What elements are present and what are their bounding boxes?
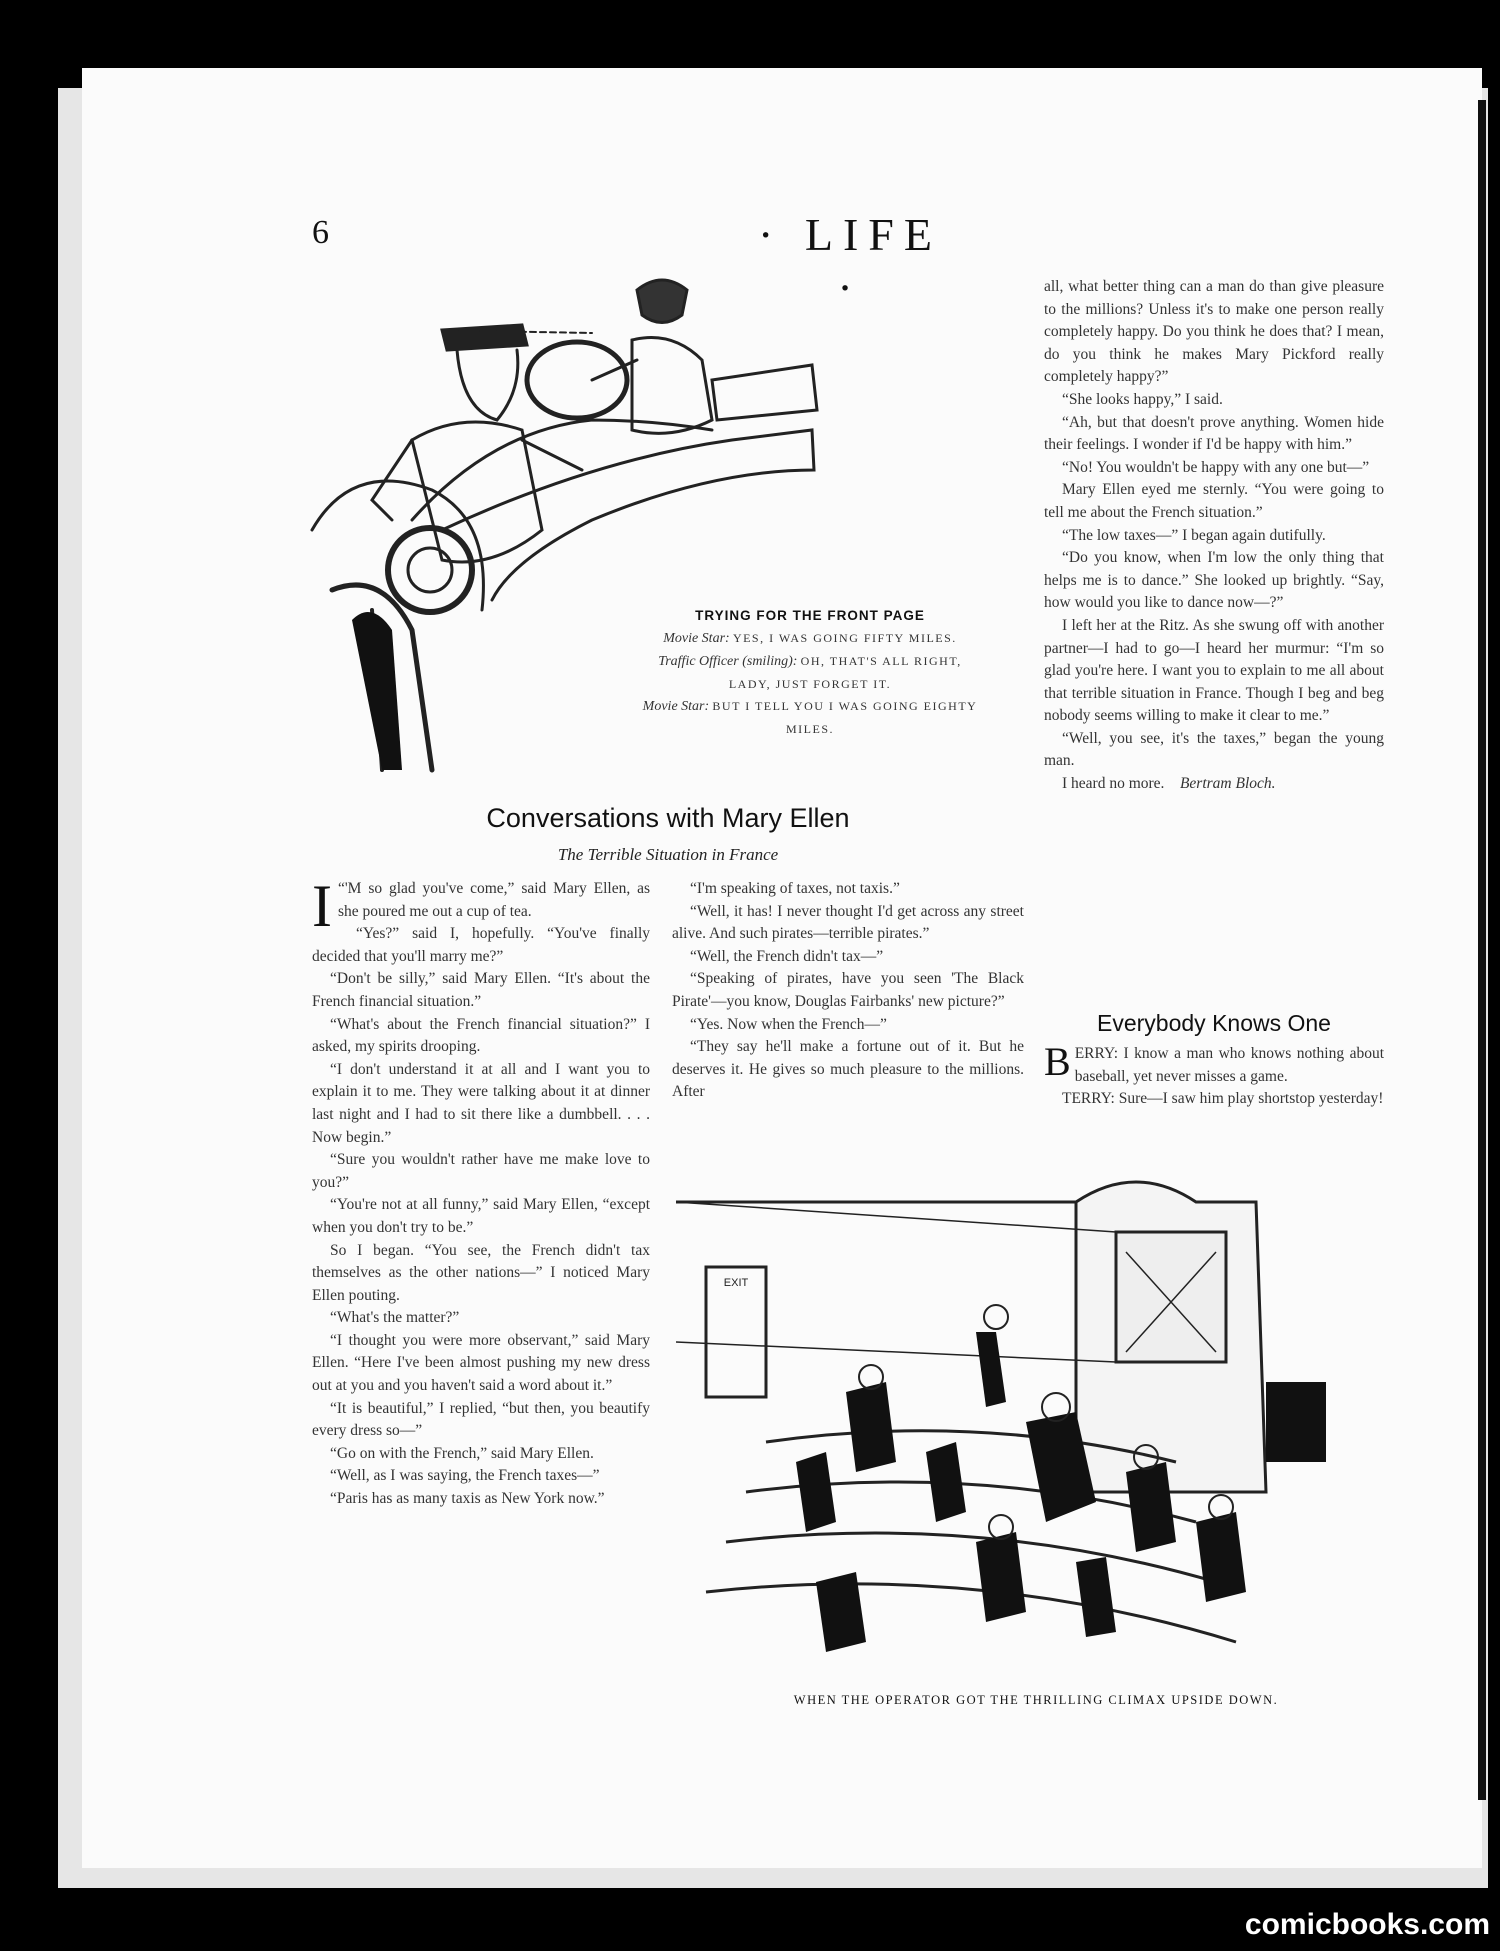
article-paragraph: “Don't be silly,” said Mary Ellen. “It's about the French financial situation.” [312,970,650,1010]
cartoon1-speaker-3: Movie Star: [642,699,710,714]
article-paragraph: “Yes?” said I, hopefully. “You've finally decided that you'll marry me?” [312,925,650,965]
article-paragraph: “They say he'll make a fortune out of it. But he deserves it. He gives so much pleasure to the millions. After [672,1038,1024,1101]
open-quote: “ [337,880,345,897]
article-paragraph: “I'm speaking of taxes, not taxis.” [690,880,900,897]
masthead-life: · LIFE · [758,209,942,313]
article-paragraph [312,873,650,939]
article-last-line [1044,773,1384,796]
article-column-2 [672,878,1024,1104]
cartoon-theatre-illustration [676,1162,1396,1672]
article-paragraph: “Speaking of pirates, have you seen 'The Black Pirate'—you know, Douglas Fairbanks' new picture?” [672,970,1024,1010]
article-subtitle: The Terrible Situation in France [557,845,779,864]
joke-title: Everybody Knows One [1097,1010,1331,1036]
article-paragraph: “What's about the French financial situation?” I asked, my spirits drooping. [312,1015,650,1056]
cartoon1-line-2: OH, THAT'S ALL RIGHT, LADY, JUST FORGET IT. [728,654,962,691]
author-signature: Bertram Bloch. [1179,775,1276,793]
article-title: Conversations with Mary Ellen [486,803,850,833]
cartoon1-line-1: YES, I WAS GOING FIFTY MILES. [732,631,957,645]
article-paragraph: “Sure you wouldn't rather have me make love to you?” [312,1151,650,1191]
article-paragraph: “It is beautiful,” I replied, “but then, you beautify every dress so—” [312,1399,650,1440]
article-paragraph: “Go on with the French,” said Mary Ellen. [330,1444,594,1462]
joke-speaker-2: TERRY: [1062,1090,1115,1108]
exit-sign: EXIT [723,1277,749,1289]
article-paragraph: all, what better thing can a man do than give pleasure to the millions? Unless it's to make one person really completely happy. Do you think he does that? I mean, do you think he makes Mary Pickford really completely happy?” [1044,278,1384,386]
cartoon1-line-3: BUT I TELL YOU I WAS GOING EIGHTY MILES. [712,699,978,736]
cartoon1-speaker-2: Traffic Officer (smiling): [658,654,798,669]
article-paragraph: “Ah, but that doesn't prove anything. Women hide their feelings. I wonder if I'd be happy with him.” [1044,413,1384,454]
page-number: 6 [312,214,329,251]
article-paragraph: So I began. “You see, the French didn't tax themselves as the other nations—” I noticed Mary Ellen pouting. [312,1241,650,1304]
article-paragraph: I left her at the Ritz. As she swung off with another partner—I had to go—I heard her murmur: “I'm so glad you're here. I want you to explain to me all about that terrible situation in France. Though I beg and beg nobody seems willing to make it clear to me.” [1044,616,1384,725]
cartoon1-speaker-1: Movie Star: [663,631,730,646]
article-column-3 [1044,276,1384,796]
article-paragraph: “Paris has as many taxis as New York now.” [330,1490,605,1508]
joke-line-1 [1044,1039,1385,1088]
article-paragraph-text: 'M so glad you've come,” said Mary Ellen, as she poured me out a cup of tea. [337,880,650,920]
article-paragraph: “The low taxes—” I began again dutifully. [1062,526,1326,544]
article-paragraph: “No! You wouldn't be happy with any one but—” [1062,458,1370,476]
article-paragraph-text: I heard no more. [1062,775,1165,793]
article-paragraph: “What's the matter?” [330,1309,460,1327]
cartoon1-title: TRYING FOR THE FRONT PAGE [695,608,925,623]
joke-text-1: I know a man who knows nothing about baseball, yet never misses a game. [1074,1045,1385,1085]
joke-body [1044,1039,1385,1111]
article-paragraph: “Yes. Now when the French—” [690,1015,887,1033]
article-paragraph: “She looks happy,” I said. [1062,390,1223,408]
page-binding-edge [1478,100,1486,1800]
article-paragraph: “Well, you see, it's the taxes,” began the young man. [1044,729,1384,770]
article-paragraph: “Do you know, when I'm low the only thing that helps me is to dance.” She looked up brightly. “Say, how would you like to dance now—?” [1044,549,1384,612]
drop-cap-i: I [312,873,332,939]
joke-text-2: Sure—I saw him play shortstop yesterday! [1118,1090,1384,1108]
article-paragraph: “Well, the French didn't tax—” [690,947,884,965]
article-paragraph: “I don't understand it at all and I want you to explain it to me. They were talking about it at dinner last night and I had to sit there like a dumbbell. . . . Now begin.” [312,1060,650,1146]
article-paragraph: “Well, it has! I never thought I'd get across any street alive. And such pirates—terrible pirates.” [672,902,1024,943]
drop-cap-b: B [1044,1039,1071,1084]
cartoon2-caption: WHEN THE OPERATOR GOT THE THRILLING CLIMAX UPSIDE DOWN. [793,1693,1279,1707]
joke-speaker-1: ERRY: [1074,1045,1119,1062]
joke-line-2 [1044,1088,1384,1111]
article-paragraph: “I thought you were more observant,” said Mary Ellen. “Here I've been almost pushing my new dress out at you and you haven't said a word about it.” [312,1331,650,1395]
watermark-comicbooks: comicbooks.com [1244,1908,1490,1941]
article-column-1 [312,873,650,1511]
article-paragraph: Mary Ellen eyed me sternly. “You were going to tell me about the French situation.” [1044,481,1384,521]
cartoon1-caption [640,605,980,740]
article-paragraph: “You're not at all funny,” said Mary Ellen, “except when you don't try to be.” [312,1196,650,1236]
article-paragraph: “Well, as I was saying, the French taxes—” [330,1467,600,1485]
